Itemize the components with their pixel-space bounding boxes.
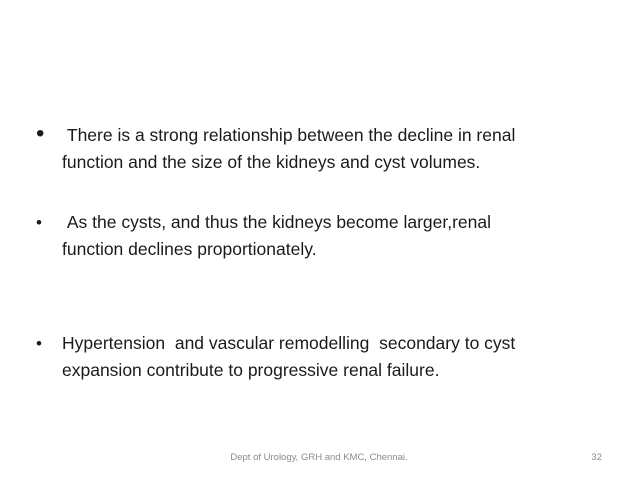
bullet-text: As the cysts, and thus the kidneys become larger,renal function declines proportionately. xyxy=(62,212,491,259)
bullet-icon: • xyxy=(36,334,42,353)
footer-text: Dept of Urology, GRH and KMC, Chennai. xyxy=(230,452,408,463)
bullet-text: Hypertension and vascular remodelling secondary to cyst expansion contribute to progressive renal failure. xyxy=(62,333,516,380)
bullet-icon: • xyxy=(36,120,45,147)
bullet-item-2 xyxy=(36,209,596,263)
bullet-text: There is a strong relationship between the decline in renal function and the size of the kidneys and cyst volumes. xyxy=(62,125,516,172)
bullet-icon: • xyxy=(36,213,42,232)
bullet-item-1 xyxy=(36,122,596,176)
page-number: 32 xyxy=(591,452,602,463)
bullet-item-3 xyxy=(36,330,596,384)
